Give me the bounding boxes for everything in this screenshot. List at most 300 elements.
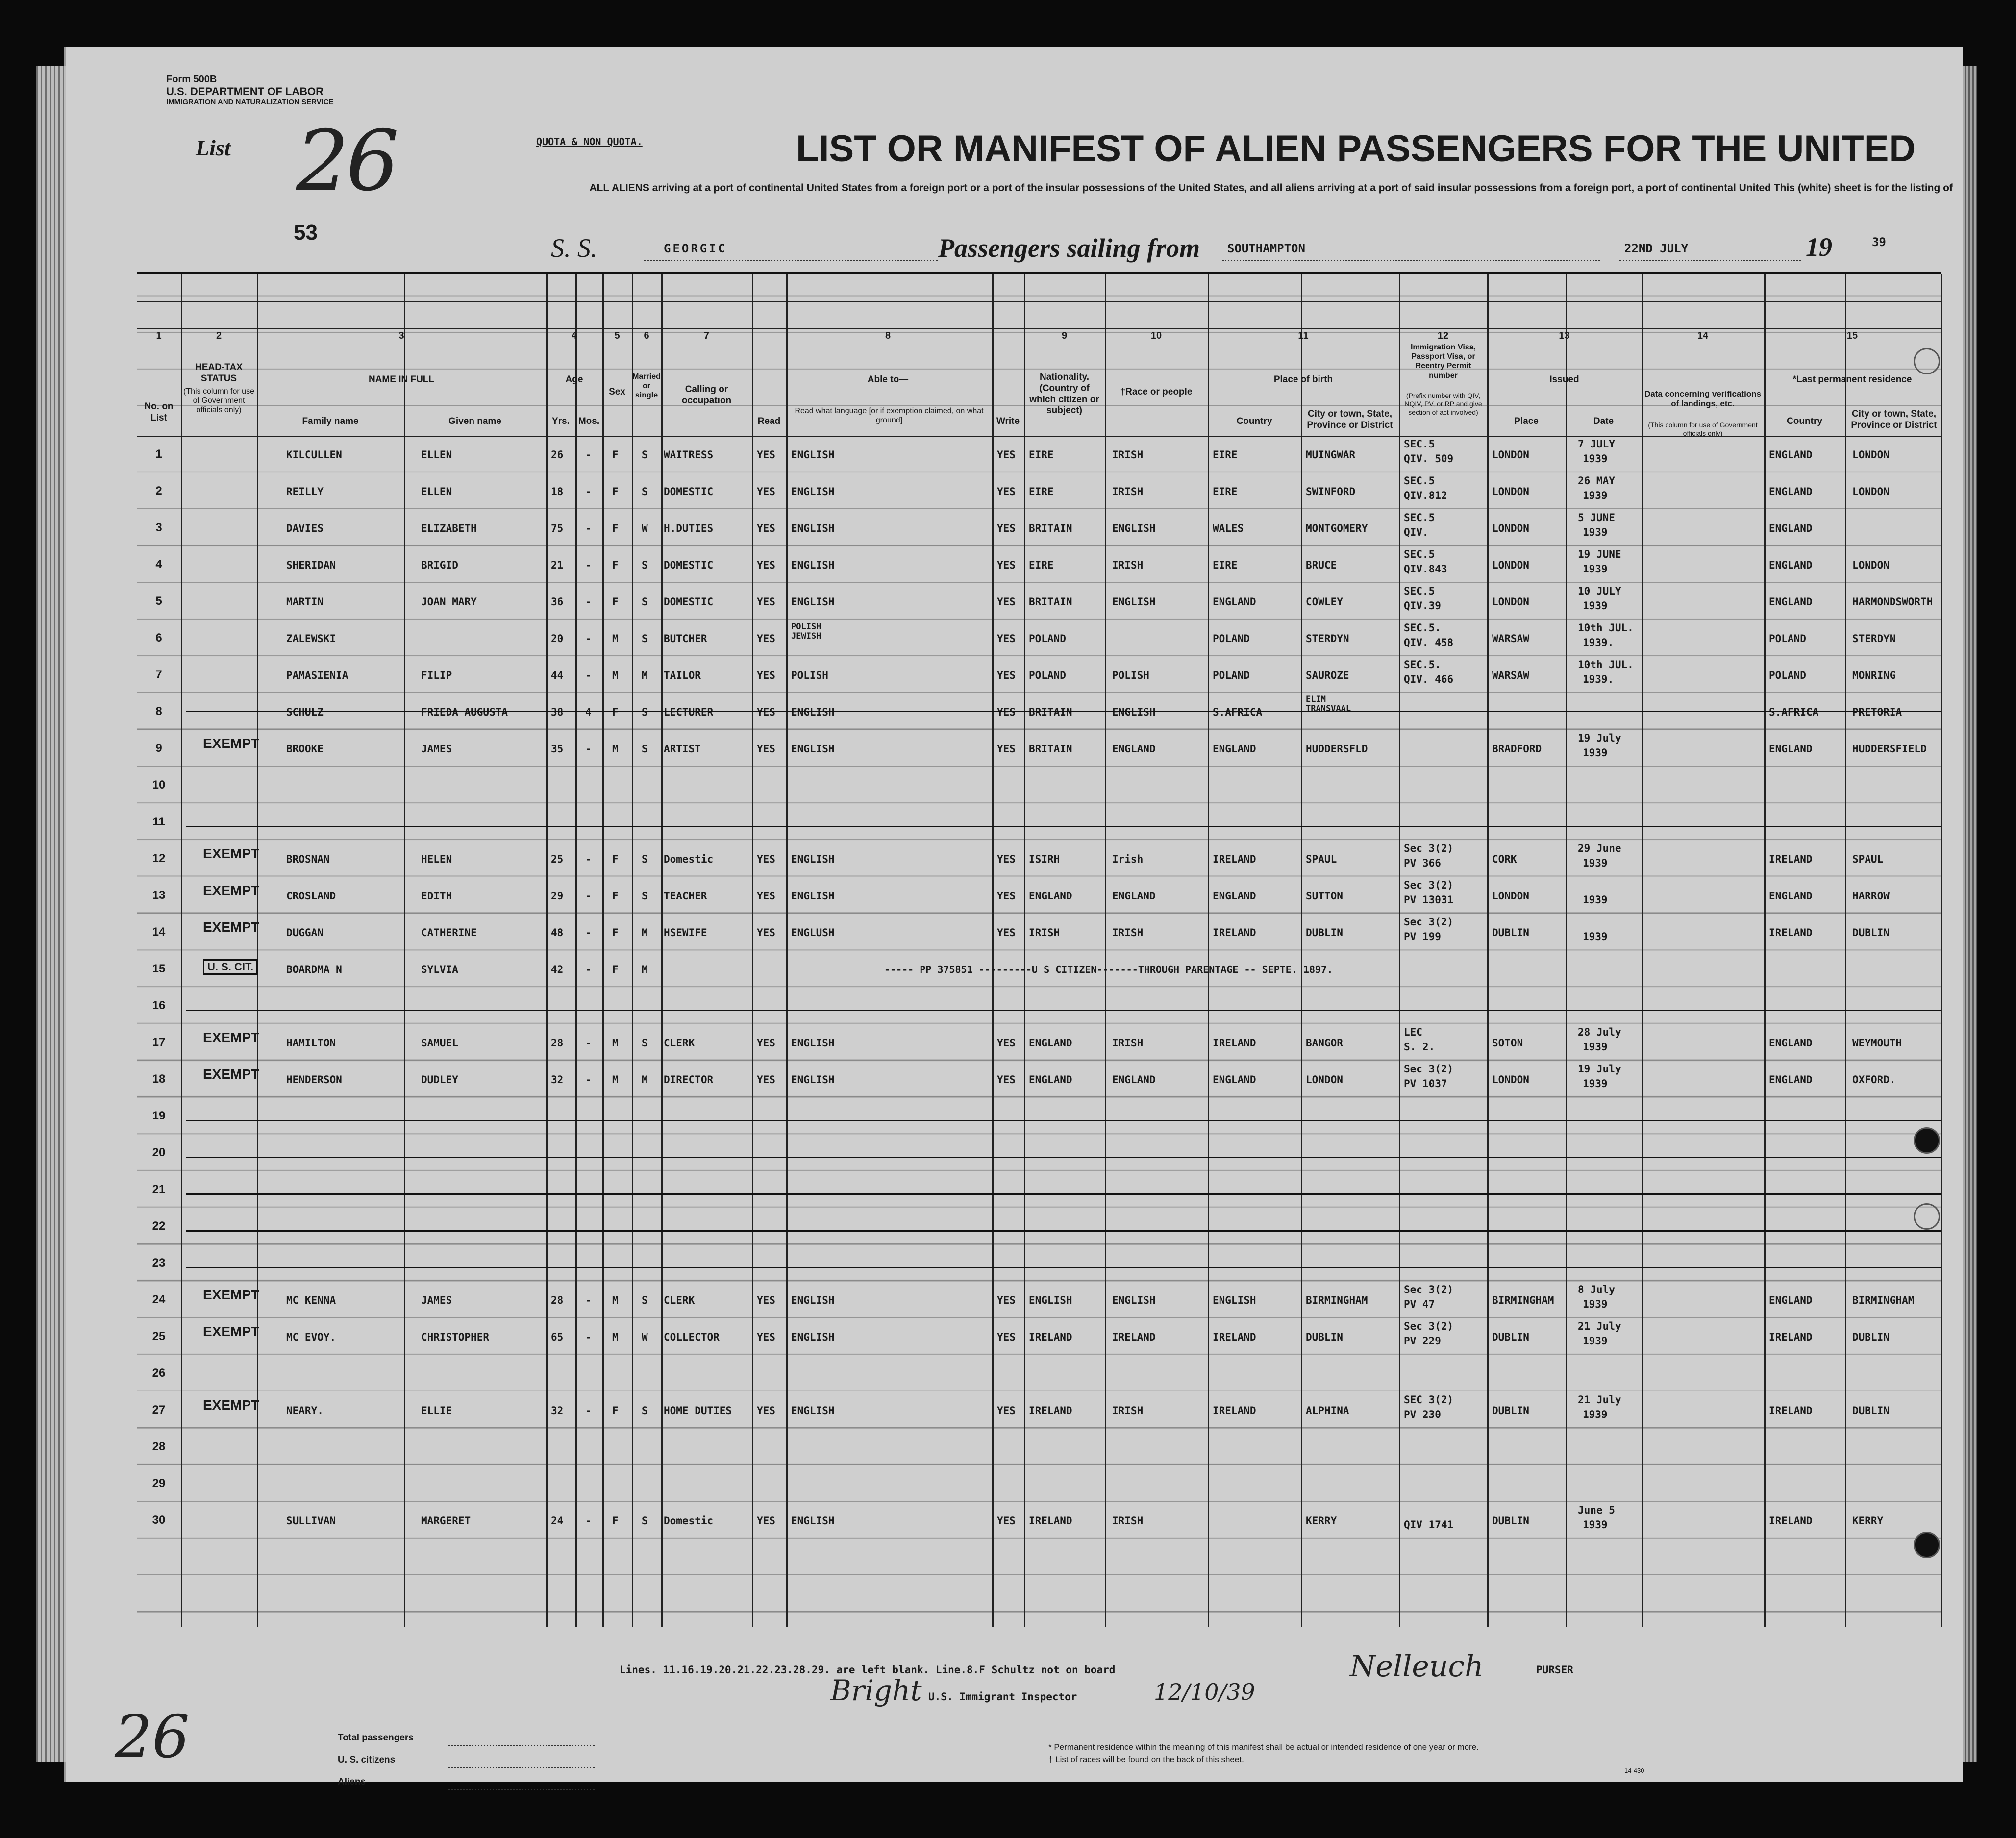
cell-language: ENGLISH (791, 1515, 835, 1527)
cell-birth-city: SPAUL (1306, 853, 1337, 865)
cell-issued-place: DUBLIN (1492, 927, 1529, 939)
cell-family-name: BROSNAN (286, 853, 330, 865)
cell-race: IRISH (1112, 1515, 1144, 1527)
cell-write: YES (997, 927, 1016, 939)
cell-res-country: IRELAND (1769, 1515, 1813, 1527)
hdr-issued-place: Place (1514, 416, 1539, 426)
cell-birth-city: SWINFORD (1306, 486, 1356, 497)
cell-birth-country: POLAND (1213, 670, 1250, 681)
hdr-sex: Sex (609, 387, 625, 397)
cell-issued-place: SOTON (1492, 1037, 1523, 1049)
cell-issued-date-year: 1939 (1583, 1409, 1608, 1420)
row-number: 23 (152, 1256, 166, 1269)
binder-hole-2 (1914, 1127, 1940, 1154)
cell-birth-city: HUDDERSFLD (1306, 743, 1368, 755)
cell-given-name: JOAN MARY (421, 596, 477, 608)
cell-family-name: CROSLAND (286, 890, 336, 902)
cell-birth-city: MONTGOMERY (1306, 522, 1368, 534)
cell-occupation: HSEWIFE (664, 927, 707, 939)
cell-issued-date-day: 19 JUNE (1578, 548, 1621, 560)
row-number: 8 (155, 705, 162, 718)
cell-age-mos: - (585, 486, 592, 497)
cell-language: ENGLISH (791, 486, 835, 497)
binder-hole-4 (1914, 1532, 1940, 1558)
table-row (137, 1465, 1941, 1501)
cell-visa-section: SEC.5 (1404, 548, 1435, 560)
cell-birth-country: IRELAND (1213, 1405, 1256, 1416)
cell-race: POLISH (1112, 670, 1149, 681)
cell-res-city: HARROW (1852, 890, 1890, 902)
table-row (137, 950, 1941, 987)
cell-occupation: COLLECTOR (664, 1331, 720, 1343)
cell-age-mos: - (585, 890, 592, 902)
cell-res-country: ENGLAND (1769, 449, 1813, 461)
cell-age-yrs: 28 (551, 1037, 564, 1049)
form-identifier (166, 74, 334, 107)
cell-birth-city: DUBLIN (1306, 927, 1343, 939)
cell-visa-number: QIV. 466 (1404, 673, 1454, 685)
cell-age-mos: - (585, 670, 592, 681)
cell-res-city: LONDON (1852, 559, 1890, 571)
row-number: 17 (152, 1036, 166, 1049)
row-number: 10 (152, 778, 166, 792)
cell-res-city: BIRMINGHAM (1852, 1294, 1915, 1306)
cell-age-mos: - (585, 522, 592, 534)
hdr-family-name: Family name (302, 416, 359, 426)
cell-family-name: SHERIDAN (286, 559, 336, 571)
cell-race: Irish (1112, 853, 1144, 865)
cell-sex: F (612, 706, 619, 718)
cell-age-mos: - (585, 633, 592, 645)
form-number: Form 500B (166, 74, 217, 85)
cell-issued-date-year: 1939 (1583, 490, 1608, 501)
cell-write: YES (997, 890, 1016, 902)
cell-sex: F (612, 522, 619, 534)
cell-nationality: EIRE (1029, 486, 1054, 497)
cell-marital: S (642, 1037, 648, 1049)
cell-write: YES (997, 743, 1016, 755)
cell-res-country: ENGLAND (1769, 596, 1813, 608)
cell-issued-date-year: 1939 (1583, 1519, 1608, 1531)
cell-occupation: DIRECTOR (664, 1074, 714, 1086)
cell-read: YES (757, 1037, 775, 1049)
cell-sex: F (612, 1405, 619, 1416)
cell-marital: S (642, 633, 648, 645)
cell-res-city: LONDON (1852, 449, 1890, 461)
cell-occupation: LECTURER (664, 706, 714, 718)
cell-family-name: BOARDMA N (286, 964, 342, 975)
cell-write: YES (997, 522, 1016, 534)
row-number: 6 (155, 631, 162, 645)
cell-age-yrs: 25 (551, 853, 564, 865)
cell-birth-city: SUTTON (1306, 890, 1343, 902)
cell-occupation: TAILOR (664, 670, 701, 681)
cell-marital: S (642, 486, 648, 497)
strike-line (186, 826, 1941, 827)
cell-marital: M (642, 927, 648, 939)
cell-read: YES (757, 706, 775, 718)
cell-visa-number: QIV.39 (1404, 600, 1441, 612)
cell-sex: M (612, 633, 619, 645)
us-citizens-label: U. S. citizens (338, 1755, 396, 1765)
cell-issued-date-day: 29 June (1578, 843, 1621, 854)
cell-given-name: ELLIE (421, 1405, 452, 1416)
cell-age-mos: - (585, 964, 592, 975)
cell-res-country: POLAND (1769, 670, 1806, 681)
cell-head-tax: EXEMPT (203, 736, 260, 751)
cell-occupation: ARTIST (664, 743, 701, 755)
aliens-line (448, 1789, 595, 1790)
strike-line (186, 711, 1941, 712)
cell-res-city: OXFORD. (1852, 1074, 1896, 1086)
col-num-13: 13 (1559, 330, 1570, 341)
cell-language: ENGLISH (791, 1294, 835, 1306)
cell-marital: S (642, 853, 648, 865)
cell-language: ENGLISH (791, 1405, 835, 1416)
col-num-7: 7 (703, 330, 710, 341)
year-suffix: 39 (1872, 235, 1886, 249)
cell-visa-section: LEC (1404, 1026, 1422, 1038)
cell-res-country: ENGLAND (1769, 890, 1813, 902)
cell-issued-date-day: 10th JUL. (1578, 659, 1634, 671)
cell-visa-section: Sec 3(2) (1404, 916, 1454, 928)
cell-issued-place: DUBLIN (1492, 1515, 1529, 1527)
hdr-calling: Calling or occupation (681, 384, 732, 406)
table-row (137, 620, 1941, 656)
cell-age-yrs: 65 (551, 1331, 564, 1343)
strike-line (186, 1193, 1941, 1195)
cell-birth-city: LONDON (1306, 1074, 1343, 1086)
cell-res-country: ENGLAND (1769, 522, 1813, 534)
cell-marital: W (642, 522, 648, 534)
cell-race: IRISH (1112, 927, 1144, 939)
cell-head-tax: EXEMPT (203, 1030, 260, 1045)
cell-issued-place: CORK (1492, 853, 1517, 865)
cell-read: YES (757, 522, 775, 534)
cell-visa-number: PV 13031 (1404, 894, 1454, 906)
cell-sex: F (612, 964, 619, 975)
col-num-3: 3 (398, 330, 404, 341)
form-code: 14-430 (1624, 1767, 1644, 1774)
cell-occupation: Domestic (664, 853, 714, 865)
cell-given-name: CATHERINE (421, 927, 477, 939)
cell-age-mos: - (585, 1294, 592, 1306)
cell-res-country: IRELAND (1769, 853, 1813, 865)
cell-language: ENGLISH (791, 1074, 835, 1086)
legal-note-residence: * Permanent residence within the meaning of this manifest shall be actual or intended residence of one year or more. (1048, 1742, 1479, 1752)
row-number: 13 (152, 889, 166, 902)
cell-language: ENGLISH (791, 1331, 835, 1343)
cell-age-yrs: 38 (551, 706, 564, 718)
binder-hole-1 (1914, 348, 1940, 374)
table-row (137, 767, 1941, 803)
department-name: U.S. DEPARTMENT OF LABOR (166, 85, 324, 98)
cell-nationality: ENGLAND (1029, 890, 1072, 902)
cell-res-city: SPAUL (1852, 853, 1884, 865)
cell-given-name: ELLEN (421, 449, 452, 461)
table-row (137, 840, 1941, 876)
cell-occupation: Domestic (664, 1515, 714, 1527)
table-row (137, 509, 1941, 546)
cell-visa-number: QIV.812 (1404, 490, 1447, 501)
cell-res-country: S.AFRICA (1769, 706, 1819, 718)
table-row (137, 803, 1941, 840)
cell-nationality: IRELAND (1029, 1515, 1072, 1527)
cell-sex: F (612, 559, 619, 571)
cell-read: YES (757, 1405, 775, 1416)
cell-occupation: TEACHER (664, 890, 707, 902)
cell-age-mos: - (585, 743, 592, 755)
cell-birth-country: ENGLAND (1213, 890, 1256, 902)
cell-issued-place: LONDON (1492, 486, 1529, 497)
cell-age-yrs: 75 (551, 522, 564, 534)
cell-occupation: H.DUTIES (664, 522, 714, 534)
row-number: 27 (152, 1403, 166, 1416)
hdr-res-city: City or town, State, Province or District (1851, 409, 1937, 430)
cell-family-name: BROOKE (286, 743, 324, 755)
row-number: 29 (152, 1477, 166, 1490)
cell-write: YES (997, 1515, 1016, 1527)
total-passengers-label: Total passengers (338, 1733, 414, 1743)
cell-birth-city: DUBLIN (1306, 1331, 1343, 1343)
cell-issued-date-year: 1939. (1583, 637, 1614, 648)
ship-underline (644, 260, 938, 261)
cell-birth-country: IRELAND (1213, 853, 1256, 865)
cell-visa-section: SEC.5 (1404, 585, 1435, 597)
cell-age-mos: - (585, 1074, 592, 1086)
cell-family-name: SCHULZ (286, 706, 324, 718)
row-number: 21 (152, 1183, 166, 1196)
cell-res-city: DUBLIN (1852, 1331, 1890, 1343)
cell-write: YES (997, 706, 1016, 718)
row-number: 18 (152, 1072, 166, 1086)
cell-issued-date-year: 1939 (1583, 1041, 1608, 1053)
cell-nationality: ISIRH (1029, 853, 1060, 865)
cell-issued-place: LONDON (1492, 1074, 1529, 1086)
row-number: 4 (155, 558, 162, 571)
cell-sex: F (612, 853, 619, 865)
cell-race: IRISH (1112, 486, 1144, 497)
table-row (137, 1281, 1941, 1317)
cell-age-mos: - (585, 927, 592, 939)
date-underline (1619, 260, 1801, 261)
cell-read: YES (757, 633, 775, 645)
cell-res-country: IRELAND (1769, 927, 1813, 939)
cell-given-name: FRIEDA AUGUSTA (421, 706, 508, 718)
cell-nationality: POLAND (1029, 670, 1066, 681)
cell-marital: M (642, 670, 648, 681)
cell-age-mos: 4 (585, 706, 592, 718)
cell-issued-date-day: 7 JULY (1578, 438, 1615, 450)
hdr-name-in-full: NAME IN FULL (368, 374, 435, 385)
cell-nationality: ENGLAND (1029, 1037, 1072, 1049)
cell-birth-city: ELIM TRANSVAAL (1306, 695, 1351, 714)
cell-issued-place: BIRMINGHAM (1492, 1294, 1554, 1306)
cell-visa-number: QIV. 509 (1404, 453, 1454, 465)
cell-nationality: ENGLAND (1029, 1074, 1072, 1086)
hdr-issued: Issued (1549, 374, 1579, 385)
cell-res-city: DUBLIN (1852, 927, 1890, 939)
cell-given-name: SYLVIA (421, 964, 458, 975)
col-num-9: 9 (1061, 330, 1068, 341)
hdr-language: Read what language [or if exemption claimed, on what ground] (795, 407, 984, 425)
cell-language: ENGLISH (791, 1037, 835, 1049)
cell-issued-date-day: 19 July (1578, 732, 1621, 744)
cell-issued-place: LONDON (1492, 890, 1529, 902)
cell-issued-place: DUBLIN (1492, 1331, 1529, 1343)
cell-res-city: WEYMOUTH (1852, 1037, 1902, 1049)
cell-issued-place: DUBLIN (1492, 1405, 1529, 1416)
table-row (137, 1097, 1941, 1134)
col-num-10: 10 (1150, 330, 1162, 341)
cell-given-name: DUDLEY (421, 1074, 458, 1086)
stamp-number: 53 (294, 221, 318, 245)
hdr-no-on-list: No. on List (144, 401, 174, 423)
col-num-12: 12 (1437, 330, 1449, 341)
cell-birth-country: EIRE (1213, 559, 1238, 571)
cell-marital: S (642, 1515, 648, 1527)
cell-nationality: IRELAND (1029, 1405, 1072, 1416)
cell-birth-country: ENGLISH (1213, 1294, 1256, 1306)
cell-marital: M (642, 1074, 648, 1086)
row-number: 16 (152, 999, 166, 1012)
hdr-res-country: Country (1787, 416, 1822, 426)
cell-read: YES (757, 1074, 775, 1086)
cell-family-name: REILLY (286, 486, 324, 497)
cell-read: YES (757, 559, 775, 571)
cell-visa-section: SEC 3(2) (1404, 1394, 1454, 1406)
cell-age-yrs: 28 (551, 1294, 564, 1306)
cell-sex: F (612, 486, 619, 497)
cell-family-name: HENDERSON (286, 1074, 342, 1086)
cell-language: ENGLISH (791, 522, 835, 534)
cell-issued-place: LONDON (1492, 449, 1529, 461)
table-row (137, 1024, 1941, 1060)
cell-read: YES (757, 596, 775, 608)
total-passengers-line (448, 1745, 595, 1746)
cell-age-mos: - (585, 1515, 592, 1527)
cell-age-yrs: 32 (551, 1074, 564, 1086)
cell-sex: F (612, 596, 619, 608)
cell-language: ENGLISH (791, 706, 835, 718)
cell-visa-section: SEC.5 (1404, 438, 1435, 450)
cell-res-city: DUBLIN (1852, 1405, 1890, 1416)
sailing-label: Passengers sailing from (938, 233, 1200, 263)
cell-visa-number: S. 2. (1404, 1041, 1435, 1053)
cell-race: ENGLISH (1112, 596, 1156, 608)
cell-res-city: STERDYN (1852, 633, 1896, 645)
cell-nationality: ENGLISH (1029, 1294, 1072, 1306)
cell-issued-date-day: 28 July (1578, 1026, 1621, 1038)
cell-read: YES (757, 853, 775, 865)
cell-visa-number: QIV. 458 (1404, 637, 1454, 648)
cell-birth-city: MUINGWAR (1306, 449, 1356, 461)
cell-nationality: BRITAIN (1029, 522, 1072, 534)
hdr-race: †Race or people (1120, 387, 1193, 397)
cell-read: YES (757, 927, 775, 939)
cell-age-mos: - (585, 449, 592, 461)
cell-read: YES (757, 449, 775, 461)
table-row (137, 1208, 1941, 1244)
manifest-sheet (64, 47, 1963, 1787)
cell-read: YES (757, 486, 775, 497)
cell-sex: M (612, 670, 619, 681)
cell-occupation: WAITRESS (664, 449, 714, 461)
cell-given-name: FILIP (421, 670, 452, 681)
hdr-age: Age (565, 374, 583, 385)
cell-birth-city: SAUROZE (1306, 670, 1349, 681)
row-number: 2 (155, 484, 162, 497)
hdr-birth-country: Country (1236, 416, 1272, 426)
cell-visa-section: SEC.5 (1404, 512, 1435, 523)
cell-marital: S (642, 1294, 648, 1306)
cell-issued-date-year: 1939 (1583, 857, 1608, 869)
cell-family-name: DAVIES (286, 522, 324, 534)
table-row (137, 436, 1941, 472)
blank-lines-note: Lines. 11.16.19.20.21.22.23.28.29. are left blank. Line.8.F Schultz not on board (620, 1664, 1116, 1676)
cell-given-name: HELEN (421, 853, 452, 865)
cell-age-yrs: 36 (551, 596, 564, 608)
cell-age-yrs: 44 (551, 670, 564, 681)
cell-language: POLISH (791, 670, 828, 681)
cell-race: ENGLISH (1112, 706, 1156, 718)
ship-name: GEORGIC (664, 242, 727, 255)
cell-age-mos: - (585, 1037, 592, 1049)
cell-head-tax: EXEMPT (203, 919, 260, 935)
hdr-head-tax: HEAD-TAX STATUS (195, 362, 243, 384)
cell-given-name: CHRISTOPHER (421, 1331, 490, 1343)
cell-res-country: ENGLAND (1769, 743, 1813, 755)
cell-visa-section: Sec 3(2) (1404, 1063, 1454, 1075)
ss-label: S. S. (551, 233, 597, 263)
cell-res-city: MONRING (1852, 670, 1896, 681)
cell-issued-date-year: 1939 (1583, 453, 1608, 465)
strike-line (186, 1267, 1941, 1268)
row-number: 11 (152, 815, 165, 828)
cell-head-tax: EXEMPT (203, 1324, 260, 1339)
cell-visa-section: Sec 3(2) (1404, 879, 1454, 891)
cell-visa-number: PV 229 (1404, 1335, 1441, 1347)
cell-read: YES (757, 1294, 775, 1306)
cell-res-country: POLAND (1769, 633, 1806, 645)
cell-write: YES (997, 853, 1016, 865)
cell-birth-country: EIRE (1213, 486, 1238, 497)
cell-given-name: JAMES (421, 743, 452, 755)
cell-head-tax: EXEMPT (203, 1067, 260, 1082)
cell-nationality: EIRE (1029, 449, 1054, 461)
col-num-5: 5 (614, 330, 620, 341)
col-num-14: 14 (1697, 330, 1709, 341)
hdr-birth-city: City or town, State, Province or District (1307, 409, 1393, 430)
cell-issued-date-day: 21 July (1578, 1394, 1621, 1406)
table-row (137, 1428, 1941, 1465)
cell-age-yrs: 48 (551, 927, 564, 939)
hdr-landings-note: (This column for use of Government officials only) (1648, 421, 1758, 437)
cell-race: IRELAND (1112, 1331, 1156, 1343)
cell-visa-section: SEC.5. (1404, 622, 1441, 634)
inspector-signature: Bright (830, 1674, 922, 1707)
cell-sex: F (612, 1515, 619, 1527)
cell-race: IRISH (1112, 1405, 1144, 1416)
cell-visa-section: SEC.5. (1404, 659, 1441, 671)
cell-marital: S (642, 559, 648, 571)
cell-given-name: MARGERET (421, 1515, 471, 1527)
hdr-mos: Mos. (578, 416, 600, 426)
hdr-given-name: Given name (448, 416, 501, 426)
table-row (137, 730, 1941, 766)
cell-birth-city: BRUCE (1306, 559, 1337, 571)
list-label: List (196, 135, 231, 160)
